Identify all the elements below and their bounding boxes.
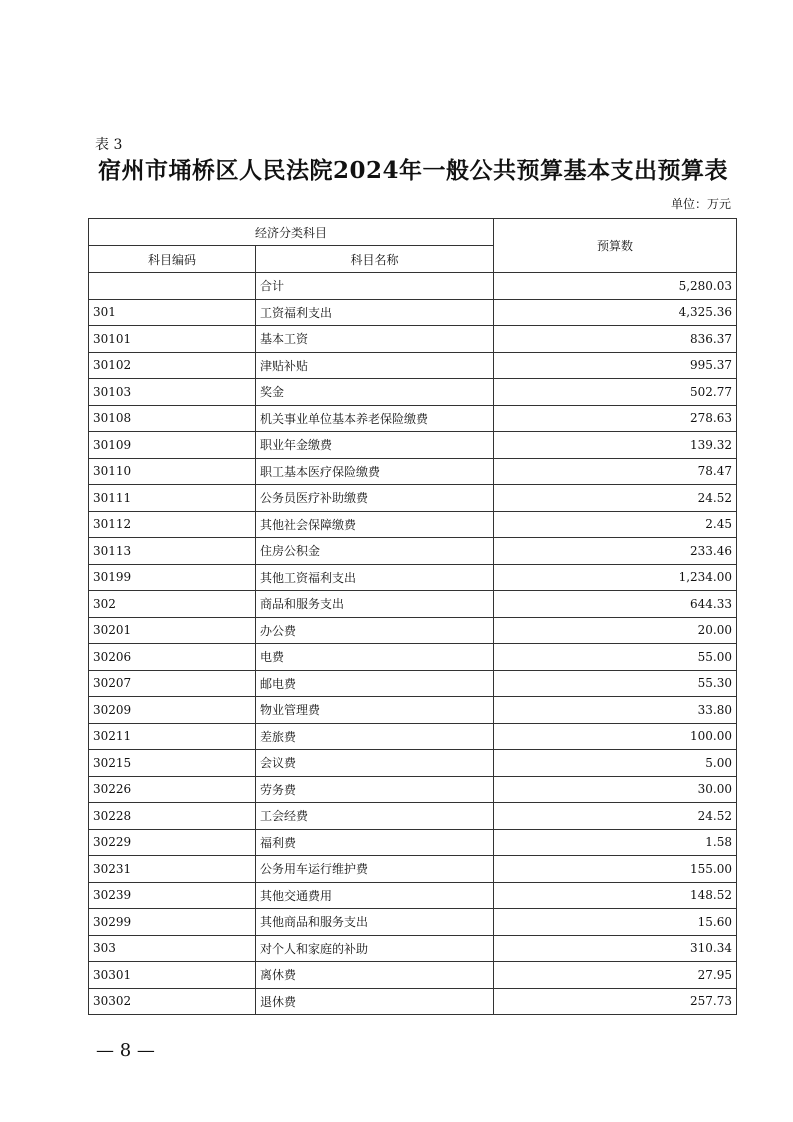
table-row <box>89 273 737 300</box>
page-number: — 8 — <box>96 1040 155 1061</box>
table-row <box>89 935 737 962</box>
table-row <box>89 962 737 989</box>
name-cell: 邮电费 <box>256 670 494 697</box>
name-cell: 其他交通费用 <box>256 882 494 909</box>
amount-cell: 5,280.03 <box>494 273 737 300</box>
code-cell: 30301 <box>89 962 256 989</box>
name-cell: 劳务费 <box>256 776 494 803</box>
name-cell: 基本工资 <box>256 326 494 353</box>
code-cell: 30109 <box>89 432 256 459</box>
amount-cell: 278.63 <box>494 405 737 432</box>
amount-cell: 30.00 <box>494 776 737 803</box>
name-cell: 办公费 <box>256 617 494 644</box>
code-cell <box>89 273 256 300</box>
table-row <box>89 299 737 326</box>
code-cell: 30215 <box>89 750 256 777</box>
table-row <box>89 326 737 353</box>
budget-table <box>88 218 737 1015</box>
code-cell: 30229 <box>89 829 256 856</box>
unit-label: 单位：万元 <box>670 197 731 211</box>
name-cell: 其他社会保障缴费 <box>256 511 494 538</box>
name-cell: 退休费 <box>256 988 494 1015</box>
table-row <box>89 379 737 406</box>
name-cell: 差旅费 <box>256 723 494 750</box>
name-cell: 公务用车运行维护费 <box>256 856 494 883</box>
amount-cell: 4,325.36 <box>494 299 737 326</box>
name-cell: 其他商品和服务支出 <box>256 909 494 936</box>
code-cell: 302 <box>89 591 256 618</box>
amount-cell: 139.32 <box>494 432 737 459</box>
code-cell: 30201 <box>89 617 256 644</box>
name-cell: 奖金 <box>256 379 494 406</box>
name-cell: 会议费 <box>256 750 494 777</box>
code-cell: 30113 <box>89 538 256 565</box>
amount-cell: 2.45 <box>494 511 737 538</box>
name-cell: 工资福利支出 <box>256 299 494 326</box>
code-cell: 30199 <box>89 564 256 591</box>
table-row <box>89 511 737 538</box>
amount-cell: 15.60 <box>494 909 737 936</box>
table-row <box>89 538 737 565</box>
code-column-header: 科目编码 <box>89 246 256 273</box>
name-cell: 福利费 <box>256 829 494 856</box>
amount-cell: 257.73 <box>494 988 737 1015</box>
table-row <box>89 988 737 1015</box>
amount-cell: 33.80 <box>494 697 737 724</box>
code-cell: 30211 <box>89 723 256 750</box>
code-cell: 30111 <box>89 485 256 512</box>
amount-cell: 995.37 <box>494 352 737 379</box>
code-cell: 30103 <box>89 379 256 406</box>
amount-cell: 233.46 <box>494 538 737 565</box>
table-label: 表 3 <box>95 137 123 153</box>
code-cell: 30226 <box>89 776 256 803</box>
code-cell: 30302 <box>89 988 256 1015</box>
code-cell: 301 <box>89 299 256 326</box>
name-cell: 对个人和家庭的补助 <box>256 935 494 962</box>
name-cell: 机关事业单位基本养老保险缴费 <box>256 405 494 432</box>
table-row <box>89 776 737 803</box>
table-row <box>89 829 737 856</box>
amount-cell: 1.58 <box>494 829 737 856</box>
table-row <box>89 882 737 909</box>
code-cell: 30239 <box>89 882 256 909</box>
code-cell: 30112 <box>89 511 256 538</box>
amount-cell: 5.00 <box>494 750 737 777</box>
table-row <box>89 458 737 485</box>
code-cell: 30206 <box>89 644 256 671</box>
amount-cell: 27.95 <box>494 962 737 989</box>
amount-cell: 155.00 <box>494 856 737 883</box>
table-row <box>89 909 737 936</box>
code-cell: 30207 <box>89 670 256 697</box>
amount-cell: 644.33 <box>494 591 737 618</box>
name-cell: 合计 <box>256 273 494 300</box>
amount-cell: 55.30 <box>494 670 737 697</box>
amount-cell: 310.34 <box>494 935 737 962</box>
code-cell: 30299 <box>89 909 256 936</box>
name-cell: 其他工资福利支出 <box>256 564 494 591</box>
table-row <box>89 644 737 671</box>
table-row <box>89 697 737 724</box>
name-cell: 职业年金缴费 <box>256 432 494 459</box>
amount-cell: 24.52 <box>494 485 737 512</box>
table-row <box>89 803 737 830</box>
name-cell: 津贴补贴 <box>256 352 494 379</box>
name-cell: 住房公积金 <box>256 538 494 565</box>
code-cell: 30228 <box>89 803 256 830</box>
name-cell: 商品和服务支出 <box>256 591 494 618</box>
amount-column-header: 预算数 <box>494 219 737 273</box>
table-row <box>89 432 737 459</box>
code-cell: 30101 <box>89 326 256 353</box>
table-row <box>89 485 737 512</box>
name-column-header: 科目名称 <box>256 246 494 273</box>
code-cell: 30209 <box>89 697 256 724</box>
amount-cell: 100.00 <box>494 723 737 750</box>
code-cell: 30231 <box>89 856 256 883</box>
name-cell: 公务员医疗补助缴费 <box>256 485 494 512</box>
table-row <box>89 670 737 697</box>
table-row <box>89 352 737 379</box>
name-cell: 职工基本医疗保险缴费 <box>256 458 494 485</box>
table-row <box>89 617 737 644</box>
amount-cell: 502.77 <box>494 379 737 406</box>
amount-cell: 1,234.00 <box>494 564 737 591</box>
group-header: 经济分类科目 <box>89 219 494 246</box>
table-row <box>89 856 737 883</box>
name-cell: 电费 <box>256 644 494 671</box>
table-row <box>89 405 737 432</box>
amount-cell: 836.37 <box>494 326 737 353</box>
amount-cell: 20.00 <box>494 617 737 644</box>
amount-cell: 148.52 <box>494 882 737 909</box>
code-cell: 30108 <box>89 405 256 432</box>
name-cell: 工会经费 <box>256 803 494 830</box>
document-title: 宿州市埇桥区人民法院2024年一般公共预算基本支出预算表 <box>97 157 728 184</box>
name-cell: 离休费 <box>256 962 494 989</box>
code-cell: 303 <box>89 935 256 962</box>
table-row <box>89 591 737 618</box>
amount-cell: 55.00 <box>494 644 737 671</box>
code-cell: 30102 <box>89 352 256 379</box>
table-row <box>89 723 737 750</box>
table-row <box>89 750 737 777</box>
amount-cell: 24.52 <box>494 803 737 830</box>
amount-cell: 78.47 <box>494 458 737 485</box>
table-row <box>89 564 737 591</box>
code-cell: 30110 <box>89 458 256 485</box>
name-cell: 物业管理费 <box>256 697 494 724</box>
